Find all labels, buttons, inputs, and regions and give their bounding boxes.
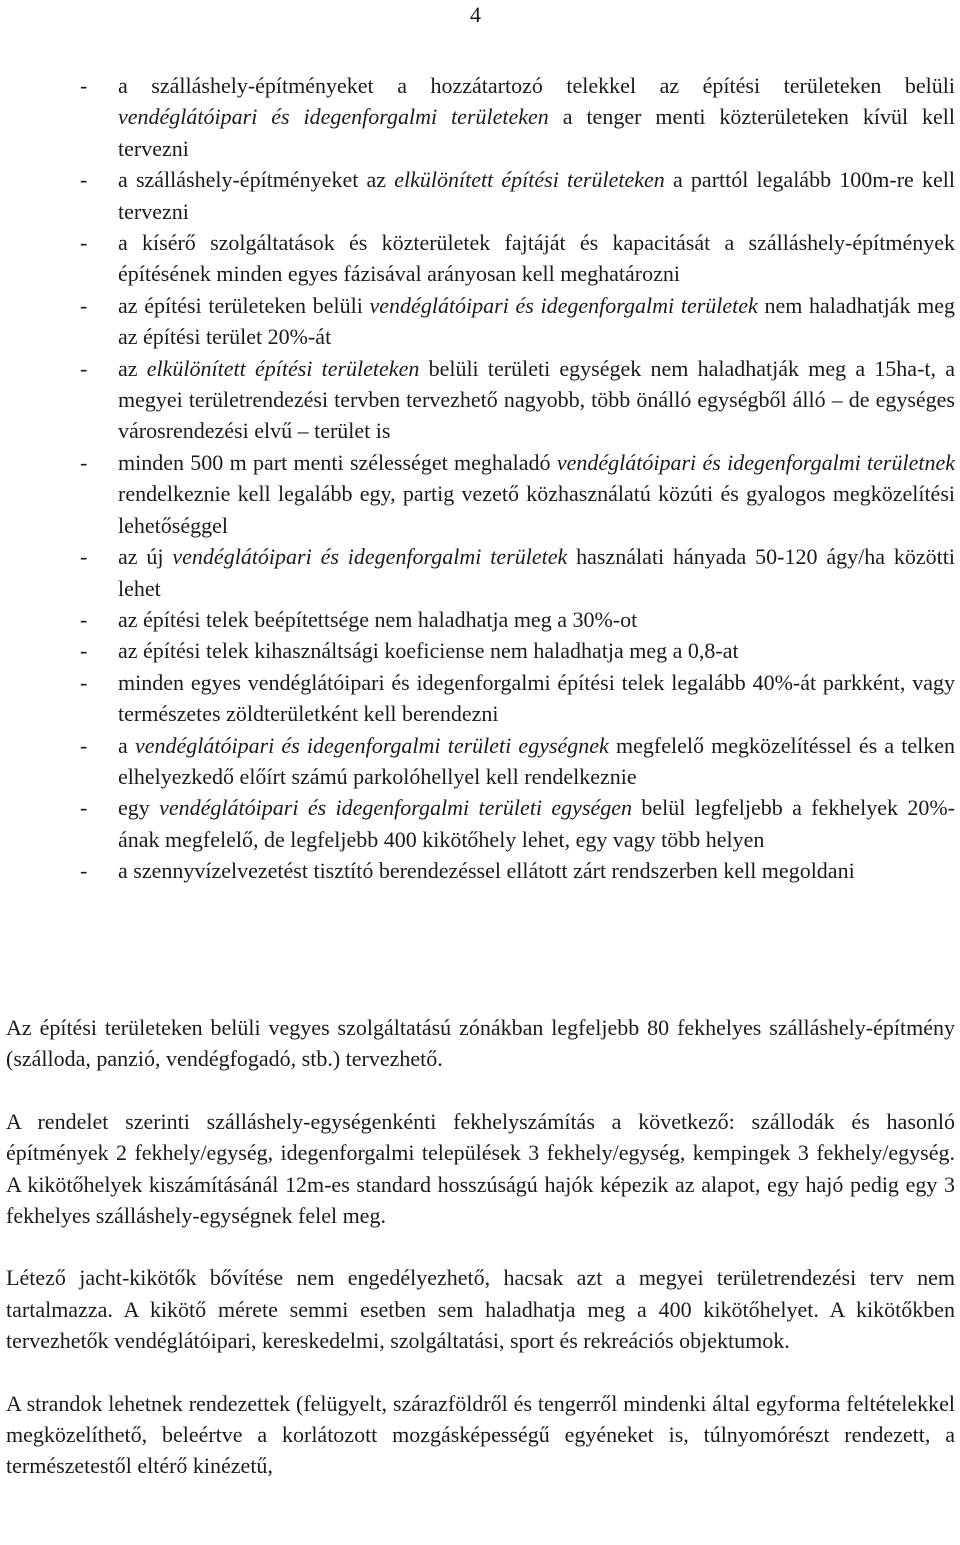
list-item: [0, 635, 960, 666]
bullet-dash: -: [80, 669, 88, 695]
item-text-5: minden 500 m part menti szélességet meghaladó vendéglátóipari és idegenforgalmi területnek rendelkeznie kell legalább egy, partig vezető közhasználatú közúti és gyalogos megközelítési lehetőséggel: [118, 449, 955, 538]
list-item: [0, 447, 960, 541]
paragraph-mixed-zones: Az építési területeken belüli vegyes szolgáltatású zónákban legfeljebb 80 fekhelyes szálláshely-építmény (szálloda, panzió, vendégfogadó, stb.) tervezhető.: [6, 1015, 955, 1072]
bullet-dash: -: [80, 230, 88, 256]
bullet-dash: -: [80, 73, 88, 98]
paragraph-beaches: A strandok lehetnek rendezettek (felügyelt, szárazföldről és tengerről mindenki által egyforma feltételekkel megközelíthető, beleértve a korlátozott mozgásképességű egyéneket is, túlnyomórészt rendezett, a természetestől eltérő kinézetű,: [6, 1390, 955, 1479]
list-item: [0, 730, 960, 793]
paragraph-yacht-marinas: Létező jacht-kikötők bővítése nem engedélyezhető, hacsak azt a megyei területrendezési terv nem tartalmazza. A kikötő mérete semmi esetben sem haladhatja meg a 400 kikötőhelyet. A kikötőkben tervezhetők vendéglátóipari, kereskedelmi, szolgáltatási, sport és rekreációs objektumok.: [6, 1265, 955, 1354]
paragraph-bed-calculation: A rendelet szerinti szálláshely-egységenkénti fekhelyszámítás a következő: szállodák és hasonló építmények 2 fekhely/egység, idegenforgalmi települések 3 fekhely/egység, kempingek 3 fekhely/egység. A kikötőhelyek kiszámításánál 12m-es standard hosszúságú hajók képezik az alapot, egy hajó pedig egy 3 fekhelyes szálláshely-egységnek felel meg.: [6, 1108, 955, 1229]
list-item: [0, 855, 960, 886]
bullet-dash: -: [80, 638, 88, 664]
item-text-4: az elkülönített építési területeken belüli területi egységek nem haladhatják meg a 15ha-t, a megyei területrendezési tervben tervezhető nagyobb, több önálló egységből álló – de egységes városrendezési elvű – terület is: [118, 355, 956, 444]
item-text-9: minden egyes vendéglátóipari és idegenforgalmi építési telek legalább 40%-át parkként, vagy természetes zöldterületként kell berendezni: [118, 669, 955, 727]
item-text-12: a szennyvízelvezetést tisztító berendezéssel ellátott zárt rendszerben kell megoldani: [118, 858, 855, 884]
list-item: [0, 604, 960, 635]
bullet-list: [0, 70, 960, 887]
list-item: [0, 227, 960, 290]
bullet-dash: -: [80, 732, 88, 758]
list-item: [0, 164, 960, 227]
bullet-dash: -: [80, 544, 88, 570]
item-text-1: a szálláshely-építményeket az elkülönített építési területeken a parttól legalább 100m-re kell tervezni: [118, 167, 955, 224]
item-text-7: az építési telek beépítettsége nem haladhatja meg a 30%-ot: [118, 606, 638, 632]
list-item: [0, 290, 960, 353]
bullet-dash: -: [80, 292, 88, 318]
bullet-dash: -: [80, 795, 88, 821]
item-text-10: a vendéglátóipari és idegenforgalmi területi egységnek megfelelő megközelítéssel és a telken elhelyezkedő előírt számú parkolóhellyel kell rendelkeznie: [118, 732, 956, 789]
list-item: [0, 667, 960, 730]
item-text-2: a kísérő szolgáltatások és közterületek fajtáját és kapacitását a szálláshely-építmények építésének minden egyes fázisával arányosan kell meghatározni: [118, 230, 955, 287]
page-number: 4: [470, 2, 481, 27]
list-item: [0, 353, 960, 447]
list-item: [0, 792, 960, 855]
item-text-0: a szálláshely-építményeket a hozzátartozó telekkel az építési területeken belüli vendéglátóipari és idegenforgalmi területeken a tenger menti közterületeken kívül kell tervezni: [118, 73, 955, 161]
bullet-dash: -: [80, 606, 88, 632]
item-text-11: egy vendéglátóipari és idegenforgalmi területi egységen belül legfeljebb a fekhelyek 20%-ának megfelelő, de legfeljebb 400 kikötőhely lehet, egy vagy több helyen: [118, 795, 955, 852]
bullet-dash: -: [80, 858, 88, 884]
body-paragraphs: [0, 1012, 960, 1513]
list-item: [0, 70, 960, 164]
list-item: [0, 541, 960, 604]
bullet-dash: -: [80, 355, 88, 381]
bullet-dash: -: [80, 449, 88, 475]
item-text-6: az új vendéglátóipari és idegenforgalmi területek használati hányada 50-120 ágy/ha közötti lehet: [118, 544, 955, 601]
bullet-dash: -: [80, 167, 88, 193]
item-text-8: az építési telek kihasználtsági koeficiense nem haladhatja meg a 0,8-at: [118, 638, 739, 664]
item-text-3: az építési területeken belüli vendéglátóipari és idegenforgalmi területek nem haladhatják meg az építési terület 20%-át: [118, 292, 956, 350]
